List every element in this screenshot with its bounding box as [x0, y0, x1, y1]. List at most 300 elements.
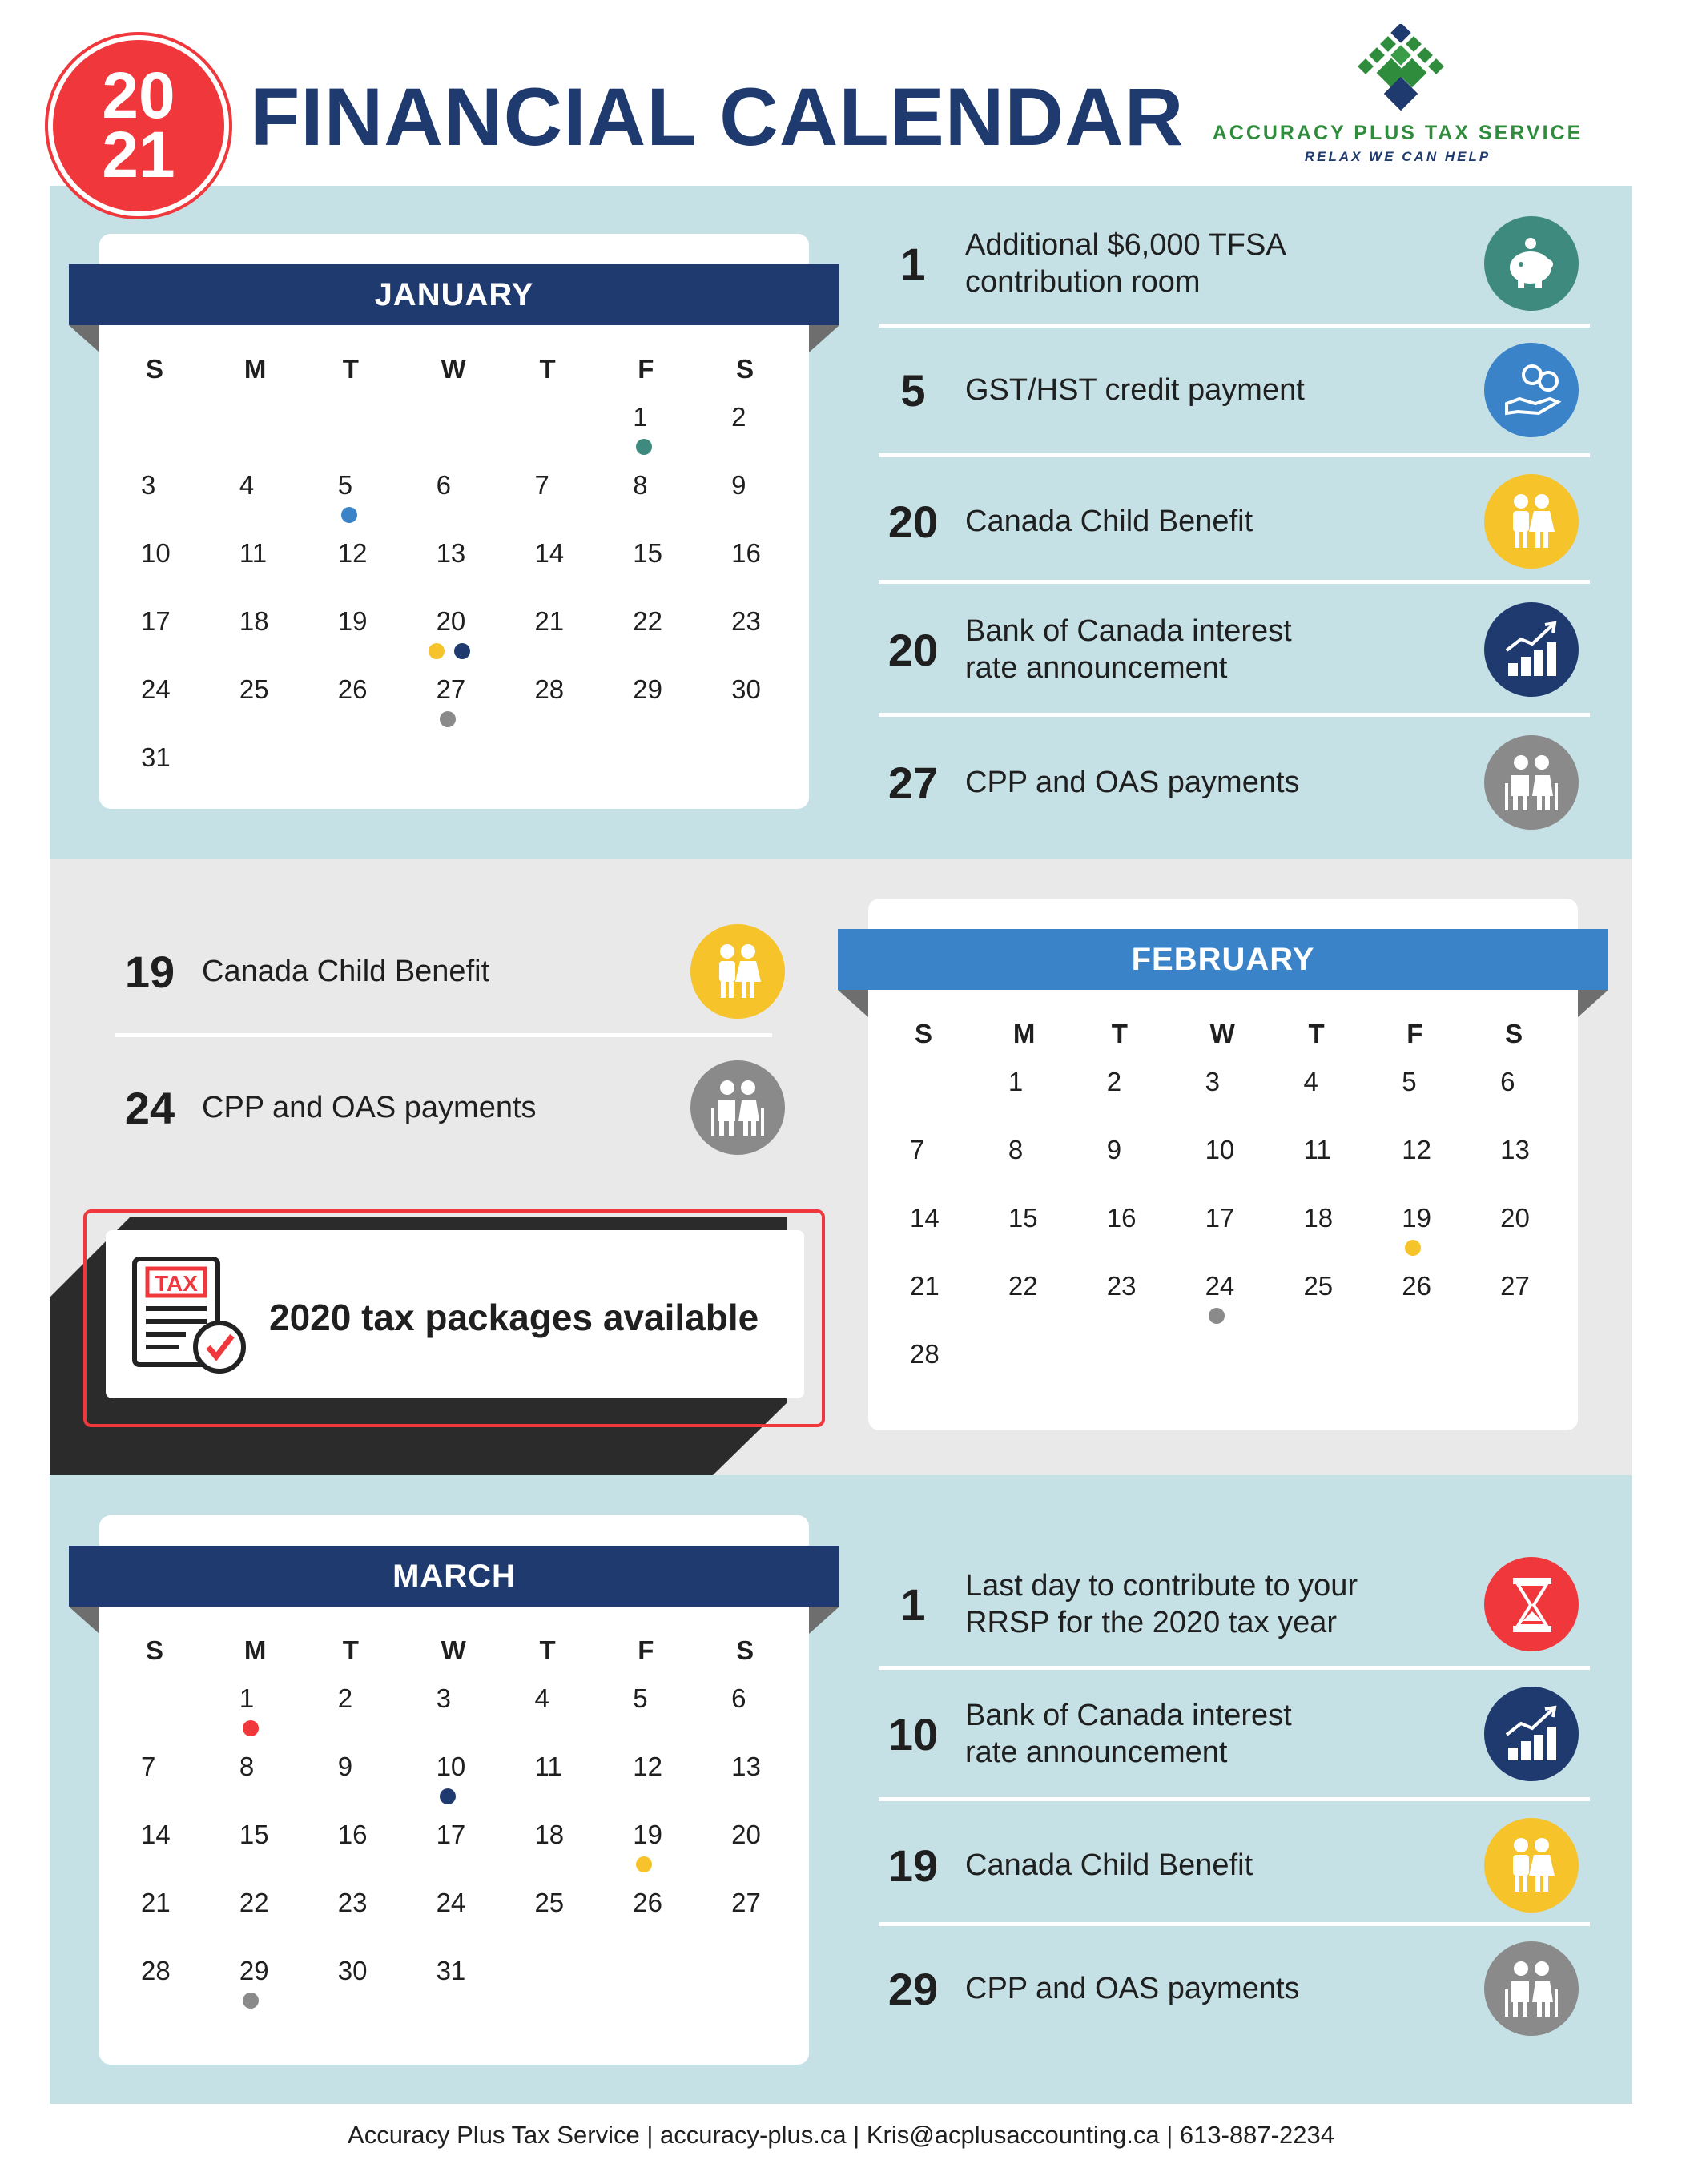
day-number: 3 [141, 470, 156, 500]
ribbon-fold-right [809, 1607, 839, 1634]
calendar-day [614, 1820, 712, 1888]
ribbon-fold-left [838, 990, 868, 1017]
event-marker-dot [429, 643, 445, 659]
weekday-header-row [122, 354, 811, 402]
calendar-day [319, 1956, 417, 2024]
event-markers [636, 1856, 652, 1872]
calendar-empty-day [614, 1956, 712, 2024]
day-number: 29 [633, 674, 663, 704]
logo-tagline: RELAX WE CAN HELP [1304, 149, 1491, 164]
calendar-empty-day [1088, 1339, 1186, 1407]
weekday-label: W [441, 354, 466, 384]
day-number: 23 [337, 1888, 368, 1917]
calendar-day [417, 1956, 516, 2024]
calendar-week-row [122, 674, 811, 742]
calendar-empty-day [1481, 1339, 1579, 1407]
day-number: 23 [731, 606, 761, 636]
event-description [957, 1697, 1292, 1771]
event-item [869, 1557, 1358, 1651]
calendar-day [614, 470, 712, 538]
calendar-day [319, 1752, 417, 1820]
calendar-day [417, 606, 516, 674]
calendar-day [319, 1888, 417, 1956]
growth-chart-icon [1484, 1687, 1579, 1781]
calendar-day [515, 1820, 614, 1888]
day-number: 11 [239, 538, 268, 568]
calendar-week-row [891, 1271, 1579, 1339]
day-number: 25 [239, 674, 269, 704]
day-number: 6 [1500, 1067, 1515, 1096]
calendar-day [1382, 1271, 1481, 1339]
day-number: 3 [436, 1683, 451, 1713]
event-description [194, 953, 489, 990]
calendar-day [319, 1683, 417, 1752]
event-description [957, 613, 1292, 686]
weekday-label: S [1505, 1019, 1523, 1048]
piggy-bank-icon [1484, 216, 1579, 311]
day-number: 11 [1303, 1135, 1331, 1164]
calendar-day [712, 606, 811, 674]
calendar-day [1481, 1203, 1579, 1271]
weekday-label: S [146, 354, 164, 384]
event-day: 10 [887, 1708, 939, 1760]
calendar-day [712, 470, 811, 538]
day-number: 8 [239, 1752, 255, 1781]
day-number: 26 [1402, 1271, 1432, 1301]
day-number: 4 [534, 1683, 549, 1713]
day-number: 1 [239, 1683, 255, 1713]
event-line: rate announcement [965, 1736, 1228, 1769]
calendar-day [515, 538, 614, 606]
event-separator [879, 713, 1590, 717]
calendar-grid [122, 354, 811, 810]
event-separator [879, 324, 1590, 328]
day-number: 13 [1500, 1135, 1530, 1164]
calendar-day [417, 538, 516, 606]
calendar-day [614, 1888, 712, 1956]
month-ribbon: FEBRUARY [838, 929, 1608, 990]
event-line: contribution room [965, 265, 1201, 299]
day-number: 9 [731, 470, 746, 500]
calendar-day [1284, 1203, 1382, 1271]
calendar-empty-day [1284, 1339, 1382, 1407]
calendar-day [220, 606, 319, 674]
calendar-day [989, 1271, 1088, 1339]
calendar-day [319, 538, 417, 606]
day-number: 22 [1008, 1271, 1038, 1301]
event-day: 1 [900, 1579, 926, 1630]
ribbon-fold-right [809, 325, 839, 352]
event-description [957, 1970, 1300, 2007]
day-number: 9 [337, 1752, 353, 1781]
event-day: 19 [887, 1840, 939, 1891]
day-number: 11 [534, 1752, 562, 1781]
event-line: Bank of Canada interest [965, 1699, 1292, 1732]
day-number: 13 [436, 538, 466, 568]
calendar-day [1481, 1067, 1579, 1135]
calendar-day [220, 1820, 319, 1888]
event-marker-dot [243, 1993, 259, 2009]
event-separator [879, 453, 1590, 457]
event-markers [440, 711, 456, 727]
event-separator [879, 580, 1590, 584]
day-number: 3 [1205, 1067, 1220, 1096]
calendar-week-row [891, 1339, 1579, 1407]
seniors-icon [690, 1060, 785, 1155]
day-number: 1 [633, 402, 648, 432]
page-title: FINANCIAL CALENDAR [250, 71, 1185, 163]
day-number: 2 [1106, 1067, 1122, 1096]
calendar-week-row [122, 1683, 811, 1752]
event-line: RRSP for the 2020 tax year [965, 1606, 1337, 1639]
weekday-label: T [342, 1635, 359, 1665]
calendar-empty-day [319, 402, 417, 470]
day-number: 17 [1205, 1203, 1235, 1233]
calendar-day [1284, 1271, 1382, 1339]
calendar-day [891, 1203, 989, 1271]
day-number: 17 [141, 606, 171, 636]
ribbon-fold-left [69, 325, 99, 352]
footer-contact: Accuracy Plus Tax Service | accuracy-plus.ca | Kris@acplusaccounting.ca | 613-887-2234 [348, 2121, 1334, 2149]
calendar-empty-day [515, 742, 614, 810]
day-number: 21 [141, 1888, 171, 1917]
calendar-week-row [122, 538, 811, 606]
calendar-week-row [891, 1135, 1579, 1203]
event-separator [879, 1922, 1590, 1926]
event-separator [115, 1033, 772, 1037]
event-day: 5 [900, 364, 926, 416]
event-marker-dot [454, 643, 470, 659]
weekday-label: S [146, 1635, 164, 1665]
calendar-day [614, 674, 712, 742]
family-icon [1484, 474, 1579, 569]
calendar-day [1186, 1135, 1285, 1203]
calendar-week-row [122, 742, 811, 810]
event-markers [243, 1720, 259, 1736]
event-markers [1209, 1308, 1225, 1324]
event-line: CPP and OAS payments [202, 1091, 537, 1124]
tax-icon-label: TAX [155, 1271, 198, 1296]
day-number: 5 [633, 1683, 648, 1713]
calendar-day [515, 606, 614, 674]
day-number: 26 [337, 674, 368, 704]
calendar-day [515, 470, 614, 538]
weekday-label: W [1209, 1019, 1235, 1048]
calendar-day [1088, 1271, 1186, 1339]
weekday-label: T [1308, 1019, 1325, 1048]
day-number: 27 [731, 1888, 761, 1917]
calendar-day [122, 1956, 220, 2024]
year-top: 20 [102, 59, 175, 132]
event-marker-dot [341, 507, 357, 523]
day-number: 28 [910, 1339, 940, 1369]
day-number: 26 [633, 1888, 663, 1917]
day-number: 30 [337, 1956, 368, 1985]
day-number: 19 [1402, 1203, 1432, 1233]
calendar-day [319, 674, 417, 742]
event-day: 20 [887, 624, 939, 675]
calendar-empty-day [712, 1956, 811, 2024]
calendar-day [319, 1820, 417, 1888]
weekday-label: T [342, 354, 359, 384]
event-item [869, 474, 1253, 569]
calendar-week-row [122, 1820, 811, 1888]
day-number: 24 [436, 1888, 466, 1917]
day-number: 1 [1008, 1067, 1024, 1096]
february-calendar [868, 899, 1578, 1430]
event-marker-dot [1209, 1308, 1225, 1324]
calendar-day [122, 470, 220, 538]
day-number: 21 [534, 606, 565, 636]
event-line: CPP and OAS payments [965, 1972, 1300, 2005]
event-item [869, 735, 1300, 830]
calendar-day [712, 538, 811, 606]
family-icon [1484, 1818, 1579, 1913]
weekday-header-row [891, 1019, 1579, 1067]
calendar-day [712, 402, 811, 470]
year-badge [48, 35, 229, 216]
weekday-label: F [638, 354, 654, 384]
march-calendar [99, 1515, 809, 2065]
calendar-empty-day [417, 402, 516, 470]
calendar-day [515, 1683, 614, 1752]
day-number: 14 [141, 1820, 171, 1849]
tax-document-icon [130, 1254, 255, 1379]
day-number: 4 [239, 470, 255, 500]
calendar-day [712, 1820, 811, 1888]
tax-notice-text: 2020 tax packages available [269, 1297, 759, 1338]
day-number: 28 [141, 1956, 171, 1985]
day-number: 6 [731, 1683, 746, 1713]
calendar-empty-day [989, 1339, 1088, 1407]
day-number: 9 [1106, 1135, 1122, 1164]
event-markers [243, 1993, 259, 2009]
calendar-day [515, 1888, 614, 1956]
event-description [957, 372, 1305, 408]
event-item [869, 343, 1305, 437]
event-line: Bank of Canada interest [965, 614, 1292, 648]
calendar-day [712, 1752, 811, 1820]
day-number: 18 [1303, 1203, 1334, 1233]
calendar-empty-day [1186, 1339, 1285, 1407]
calendar-day [220, 1683, 319, 1752]
day-number: 24 [1205, 1271, 1235, 1301]
day-number: 25 [534, 1888, 565, 1917]
seniors-icon [1484, 735, 1579, 830]
hand-coins-icon [1484, 343, 1579, 437]
weekday-label: F [1406, 1019, 1423, 1048]
calendar-day [417, 1888, 516, 1956]
calendar-day [417, 1752, 516, 1820]
weekday-label: T [539, 1635, 556, 1665]
calendar-day [1088, 1135, 1186, 1203]
calendar-day [1186, 1271, 1285, 1339]
event-markers [440, 1788, 456, 1804]
event-day: 27 [887, 757, 939, 808]
day-number: 20 [731, 1820, 761, 1849]
day-number: 10 [141, 538, 171, 568]
calendar-day [122, 606, 220, 674]
day-number: 15 [1008, 1203, 1038, 1233]
calendar-day [319, 470, 417, 538]
day-number: 21 [910, 1271, 940, 1301]
event-description [957, 764, 1300, 801]
event-item [869, 1941, 1300, 2036]
event-item [869, 602, 1292, 697]
event-line: Last day to contribute to your [965, 1569, 1358, 1603]
calendar-empty-day [712, 742, 811, 810]
event-marker-dot [243, 1720, 259, 1736]
calendar-day [417, 470, 516, 538]
event-description [957, 1567, 1358, 1641]
calendar-day [614, 1752, 712, 1820]
calendar-day [122, 742, 220, 810]
calendar-day [614, 402, 712, 470]
calendar-day [122, 538, 220, 606]
day-number: 4 [1303, 1067, 1318, 1096]
calendar-empty-day [515, 402, 614, 470]
event-separator [879, 1797, 1590, 1801]
calendar-empty-day [614, 742, 712, 810]
calendar-day [891, 1271, 989, 1339]
calendar-day [1382, 1067, 1481, 1135]
weekday-label: T [1111, 1019, 1128, 1048]
calendar-day [1088, 1203, 1186, 1271]
event-marker-dot [636, 439, 652, 455]
day-number: 2 [337, 1683, 353, 1713]
calendar-week-row [122, 1752, 811, 1820]
calendar-day [614, 606, 712, 674]
calendar-day [1382, 1203, 1481, 1271]
event-marker-dot [440, 711, 456, 727]
day-number: 18 [239, 606, 269, 636]
event-marker-dot [440, 1788, 456, 1804]
weekday-label: F [638, 1635, 654, 1665]
day-number: 24 [141, 674, 171, 704]
day-number: 6 [436, 470, 451, 500]
month-ribbon: MARCH [69, 1546, 839, 1607]
day-number: 17 [436, 1820, 466, 1849]
event-marker-dot [1405, 1240, 1421, 1256]
calendar-day [712, 1683, 811, 1752]
event-item [106, 924, 489, 1019]
event-day: 19 [124, 946, 175, 997]
year-bottom: 21 [102, 119, 175, 191]
calendar-day [989, 1203, 1088, 1271]
day-number: 22 [239, 1888, 269, 1917]
day-number: 19 [633, 1820, 663, 1849]
calendar-day [122, 674, 220, 742]
calendar-empty-day [122, 1683, 220, 1752]
event-description [194, 1089, 537, 1126]
calendar-day [1186, 1067, 1285, 1135]
day-number: 5 [1402, 1067, 1417, 1096]
day-number: 20 [436, 606, 466, 636]
day-number: 14 [910, 1203, 940, 1233]
calendar-week-row [122, 470, 811, 538]
day-number: 7 [141, 1752, 156, 1781]
weekday-label: S [915, 1019, 933, 1048]
calendar-day [614, 1683, 712, 1752]
calendar-day [1382, 1135, 1481, 1203]
event-line: rate announcement [965, 651, 1228, 685]
event-description [957, 1847, 1253, 1884]
growth-chart-icon [1484, 602, 1579, 697]
calendar-week-row [122, 1956, 811, 2024]
event-description [957, 227, 1286, 300]
weekday-header-row [122, 1635, 811, 1683]
calendar-day [417, 1820, 516, 1888]
event-markers [341, 507, 357, 523]
day-number: 2 [731, 402, 746, 432]
weekday-label: M [1012, 1019, 1036, 1048]
day-number: 7 [910, 1135, 925, 1164]
calendar-day [614, 538, 712, 606]
weekday-label: M [243, 354, 267, 384]
day-number: 18 [534, 1820, 565, 1849]
calendar-day [1481, 1135, 1579, 1203]
event-marker-dot [636, 1856, 652, 1872]
day-number: 7 [534, 470, 549, 500]
calendar-day [1284, 1067, 1382, 1135]
day-number: 19 [337, 606, 368, 636]
weekday-label: S [736, 354, 754, 384]
january-calendar [99, 234, 809, 809]
ribbon-fold-left [69, 1607, 99, 1634]
calendar-week-row [891, 1067, 1579, 1135]
calendar-day [515, 674, 614, 742]
day-number: 31 [141, 742, 171, 772]
day-number: 20 [1500, 1203, 1530, 1233]
day-number: 12 [1402, 1135, 1432, 1164]
hourglass-icon [1484, 1557, 1579, 1651]
day-number: 5 [337, 470, 353, 500]
day-number: 29 [239, 1956, 269, 1985]
calendar-day [989, 1135, 1088, 1203]
day-number: 25 [1303, 1271, 1334, 1301]
event-line: Canada Child Benefit [965, 505, 1253, 538]
ribbon-fold-right [1578, 990, 1608, 1017]
calendar-day [1186, 1203, 1285, 1271]
day-number: 15 [239, 1820, 269, 1849]
day-number: 30 [731, 674, 761, 704]
event-day: 24 [124, 1082, 175, 1133]
event-item [869, 1818, 1253, 1913]
company-logo [1209, 24, 1586, 168]
day-number: 10 [436, 1752, 466, 1781]
month-ribbon: JANUARY [69, 264, 839, 325]
calendar-day [515, 1752, 614, 1820]
event-item [869, 1687, 1292, 1781]
calendar-day [1481, 1271, 1579, 1339]
calendar-day [122, 1820, 220, 1888]
event-line: CPP and OAS payments [965, 766, 1300, 799]
event-day: 29 [887, 1963, 939, 2014]
calendar-week-row [122, 1888, 811, 1956]
event-line: Canada Child Benefit [202, 955, 490, 988]
day-number: 13 [731, 1752, 761, 1781]
day-number: 16 [337, 1820, 368, 1849]
calendar-day [712, 674, 811, 742]
calendar-empty-day [891, 1067, 989, 1135]
calendar-day [122, 1888, 220, 1956]
calendar-day [220, 538, 319, 606]
calendar-day [891, 1135, 989, 1203]
calendar-day [417, 1683, 516, 1752]
event-separator [879, 1666, 1590, 1670]
weekday-label: M [243, 1635, 267, 1665]
calendar-empty-day [220, 742, 319, 810]
